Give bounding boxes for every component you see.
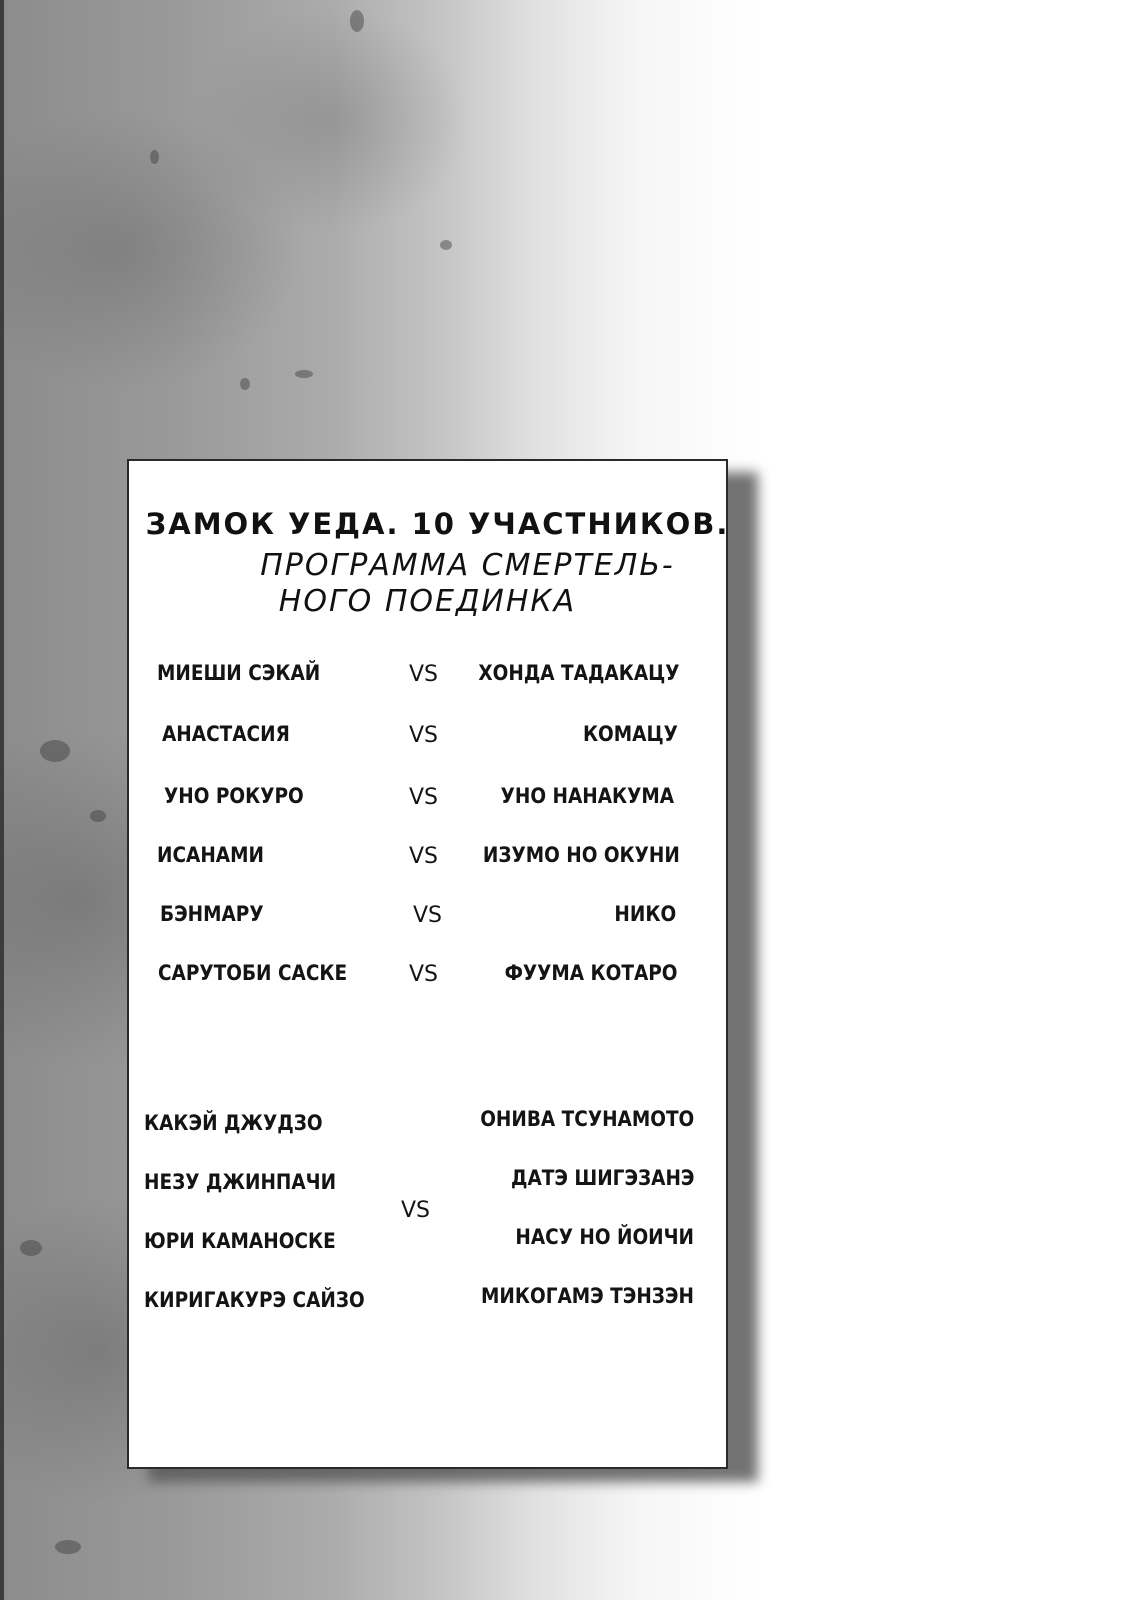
card-title-line-3: НОГО ПОЕДИНКА bbox=[278, 584, 577, 619]
duel-vs: VS bbox=[413, 903, 443, 928]
card-title-line-2: ПРОГРАММА СМЕРТЕЛЬ- bbox=[260, 548, 675, 583]
card-title-line-1: ЗАМОК УЕДА. 10 УЧАСТНИКОВ. bbox=[145, 507, 730, 541]
duel-right-name: КОМАЦУ bbox=[583, 722, 678, 746]
team-left-name: КАКЭЙ ДЖУДЗО bbox=[144, 1111, 323, 1135]
duel-vs: VS bbox=[409, 785, 439, 810]
team-right-name: ДАТЭ ШИГЭЗАНЭ bbox=[510, 1166, 694, 1190]
duel-left-name: САРУТОБИ САСКЕ bbox=[158, 961, 348, 985]
duel-right-name: ИЗУМО НО ОКУНИ bbox=[483, 843, 680, 867]
duel-vs: VS bbox=[409, 844, 439, 869]
ink-speck bbox=[90, 810, 106, 822]
duel-right-name: ХОНДА ТАДАКАЦУ bbox=[478, 661, 680, 685]
ink-speck bbox=[150, 150, 159, 164]
team-left-name: КИРИГАКУРЭ САЙЗО bbox=[144, 1288, 365, 1312]
duel-vs: VS bbox=[409, 962, 439, 987]
page-edge-line bbox=[0, 0, 4, 1600]
ink-speck bbox=[440, 240, 452, 250]
ink-speck bbox=[40, 740, 70, 762]
duel-left-name: МИЕШИ СЭКАЙ bbox=[157, 661, 321, 685]
ink-speck bbox=[240, 378, 250, 390]
team-left-name: ЮРИ КАМАНОСКЕ bbox=[144, 1229, 336, 1253]
duel-left-name: АНАСТАСИЯ bbox=[162, 722, 290, 746]
duel-right-name: УНО НАНАКУМА bbox=[500, 784, 674, 808]
duel-left-name: УНО РОКУРО bbox=[164, 784, 304, 808]
ink-speck bbox=[55, 1540, 81, 1554]
team-right-name: ОНИВА ТСУНАМОТО bbox=[479, 1107, 694, 1131]
ink-speck bbox=[295, 370, 313, 378]
ink-speck bbox=[20, 1240, 42, 1256]
duel-vs: VS bbox=[409, 662, 439, 687]
duel-left-name: ИСАНАМИ bbox=[157, 843, 264, 867]
team-vs: VS bbox=[401, 1198, 431, 1223]
team-right-name: НАСУ НО ЙОИЧИ bbox=[515, 1225, 694, 1249]
duel-left-name: БЭНМАРУ bbox=[160, 902, 264, 926]
duel-vs: VS bbox=[409, 723, 439, 748]
duel-program-card bbox=[127, 459, 728, 1469]
duel-right-name: НИКО bbox=[614, 902, 676, 926]
team-right-name: МИКОГАМЭ ТЭНЗЭН bbox=[481, 1284, 694, 1308]
team-left-name: НЕЗУ ДЖИНПАЧИ bbox=[144, 1170, 337, 1194]
duel-right-name: ФУУМА КОТАРО bbox=[505, 961, 678, 985]
ink-speck bbox=[350, 10, 364, 32]
